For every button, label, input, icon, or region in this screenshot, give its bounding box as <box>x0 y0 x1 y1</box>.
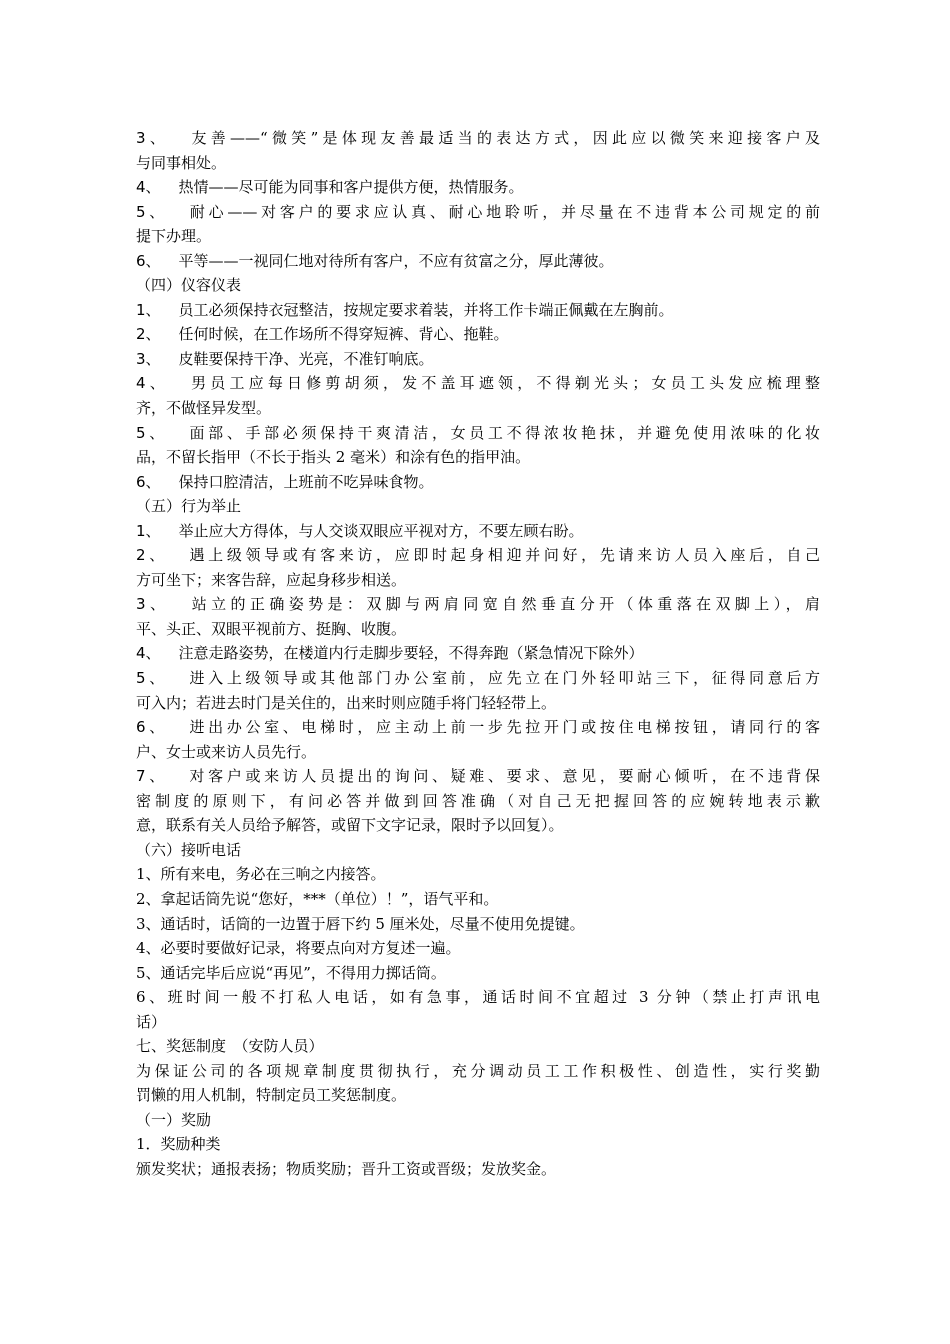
line-text: 注意走路姿势，在楼道内行走脚步要轻，不得奔跑（紧急情况下除外） <box>178 644 644 663</box>
text-line <box>136 1034 820 1059</box>
line-text: 平等——一视同仁地对待所有客户，不应有贫富之分，厚此薄彼。 <box>178 251 614 270</box>
line-text: 与同事相处。 <box>136 153 227 172</box>
text-line <box>136 813 820 838</box>
text-line <box>136 568 820 593</box>
line-text: 可入内；若进去时门是关住的，出来时则应随手将门轻轻带上。 <box>136 693 557 712</box>
text-line <box>136 887 820 912</box>
line-text: 方可坐下；来客告辞，应起身移步相送。 <box>136 570 407 589</box>
line-text: 员工必须保持衣冠整洁，按规定要求着装，并将工作卡端正佩戴在左胸前。 <box>178 300 674 319</box>
text-line <box>136 396 820 421</box>
line-text: 遇上级领导或有客来访，应即时起身相迎并问好，先请来访人员入座后，自己 <box>185 546 820 565</box>
line-text: 品，不留长指甲（不长于指头 2 毫米）和涂有色的指甲油。 <box>136 448 531 467</box>
text-line <box>136 322 820 347</box>
item-number: 6、 <box>136 472 161 491</box>
line-text: 罚懒的用人机制，特制定员工奖惩制度。 <box>136 1086 407 1105</box>
document-page <box>136 126 820 1182</box>
item-number: 4、 <box>136 374 169 393</box>
text-line <box>136 862 820 887</box>
item-number: 7、 <box>136 767 168 786</box>
item-number: 1、 <box>136 521 161 540</box>
text-line <box>136 151 820 176</box>
line-text: 举止应大方得体，与人交谈双眼应平视对方，不要左顾右盼。 <box>178 521 584 540</box>
text-line <box>136 273 820 298</box>
text-line <box>136 1132 820 1157</box>
line-text: 面部、手部必须保持干爽清洁，女员工不得浓妆艳抹，并避免使用浓味的化妆 <box>185 423 820 442</box>
text-line <box>136 936 820 961</box>
text-line <box>136 641 820 666</box>
text-line <box>136 126 820 151</box>
line-text: 户、女士或来访人员先行。 <box>136 742 317 761</box>
line-text: 2、拿起话筒先说“您好，***（单位）！”，语气平和。 <box>136 889 499 908</box>
line-text: 4、必要时要做好记录，将要点向对方复述一遍。 <box>136 939 461 958</box>
item-number: 4、 <box>136 178 161 197</box>
line-text: 任何时候，在工作场所不得穿短裤、背心、拖鞋。 <box>178 325 509 344</box>
text-line <box>136 224 820 249</box>
text-line <box>136 1010 820 1035</box>
text-line <box>136 519 820 544</box>
text-line <box>136 666 820 691</box>
item-number: 3、 <box>136 349 161 368</box>
item-number: 5、 <box>136 423 168 442</box>
text-line <box>136 838 820 863</box>
item-number: 5、 <box>136 669 168 688</box>
text-line <box>136 200 820 225</box>
line-text: 5、通话完毕后应说“再见”，不得用力掷话筒。 <box>136 963 446 982</box>
item-number: 6、 <box>136 251 161 270</box>
text-line <box>136 1083 820 1108</box>
text-line <box>136 470 820 495</box>
line-text: （四）仪容仪表 <box>136 276 242 295</box>
line-text: 热情——尽可能为同事和客户提供方便，热情服务。 <box>178 178 524 197</box>
text-line <box>136 1059 820 1084</box>
line-text: 进入上级领导或其他部门办公室前，应先立在门外轻叩站三下，征得同意后方 <box>185 669 820 688</box>
line-text: 1．奖励种类 <box>136 1135 221 1154</box>
text-line <box>136 912 820 937</box>
line-text: 皮鞋要保持干净、光亮，不准钉响底。 <box>178 349 434 368</box>
text-line <box>136 445 820 470</box>
item-number: 6、 <box>136 718 168 737</box>
text-line <box>136 789 820 814</box>
line-text: 耐心——对客户的要求应认真、耐心地聆听，并尽量在不违背本公司规定的前 <box>186 202 820 221</box>
text-line <box>136 347 820 372</box>
text-line <box>136 175 820 200</box>
text-line <box>136 421 820 446</box>
item-number: 2、 <box>136 546 168 565</box>
item-number: 3、 <box>136 129 170 147</box>
line-text: （一）奖励 <box>136 1110 212 1129</box>
line-text: 密制度的原则下，有问必答并做到回答准确（对自己无把握回答的应婉转地表示歉 <box>136 791 820 810</box>
line-text: 1、所有来电，务必在三响之内接答。 <box>136 865 386 884</box>
line-text: 平、头正、双眼平视前方、挺胸、收腹。 <box>136 619 407 638</box>
line-text: 保持口腔清洁，上班前不吃异味食物。 <box>178 472 434 491</box>
line-text: 6、班时间一般不打私人电话，如有急事，通话时间不宜超过 3 分钟（禁止打声讯电 <box>136 988 820 1007</box>
line-text: 七、奖惩制度 （安防人员） <box>136 1037 324 1056</box>
text-line <box>136 985 820 1010</box>
line-text: 男员工应每日修剪胡须，发不盖耳遮领，不得剃光头；女员工头发应梳理整 <box>186 374 820 393</box>
line-text: 对客户或来访人员提出的询问、疑难、要求、意见，要耐心倾听，在不违背保 <box>185 767 820 786</box>
text-line <box>136 371 820 396</box>
text-line <box>136 617 820 642</box>
text-line <box>136 592 820 617</box>
item-number: 3、 <box>136 595 170 614</box>
line-text: 进出办公室、电梯时，应主动上前一步先拉开门或按住电梯按钮，请同行的客 <box>185 718 820 737</box>
line-text: （六）接听电话 <box>136 840 242 859</box>
line-text: 颁发奖状；通报表扬；物质奖励；晋升工资或晋级；发放奖金。 <box>136 1159 557 1178</box>
line-text: （五）行为举止 <box>136 497 242 516</box>
line-text: 为保证公司的各项规章制度贯彻执行，充分调动员工工作积极性、创造性，实行奖勤 <box>136 1061 820 1080</box>
text-line <box>136 298 820 323</box>
line-text: 友善——“微笑”是体现友善最适当的表达方式，因此应以微笑来迎接客户及 <box>187 129 820 147</box>
text-line <box>136 1108 820 1133</box>
text-line <box>136 249 820 274</box>
text-line <box>136 543 820 568</box>
text-line <box>136 961 820 986</box>
text-line <box>136 764 820 789</box>
item-number: 2、 <box>136 325 161 344</box>
line-text: 提下办理。 <box>136 227 212 246</box>
item-number: 1、 <box>136 300 161 319</box>
text-line <box>136 1157 820 1182</box>
text-line <box>136 494 820 519</box>
line-text: 意，联系有关人员给予解答，或留下文字记录，限时予以回复）。 <box>136 816 564 835</box>
line-text: 话） <box>136 1012 167 1031</box>
text-line <box>136 740 820 765</box>
line-text: 齐，不做怪异发型。 <box>136 399 272 418</box>
text-line <box>136 691 820 716</box>
text-line <box>136 715 820 740</box>
item-number: 5、 <box>136 202 169 221</box>
item-number: 4、 <box>136 644 161 663</box>
line-text: 站立的正确姿势是：双脚与两肩同宽自然垂直分开（体重落在双脚上），肩 <box>187 595 820 614</box>
line-text: 3、通话时，话筒的一边置于唇下约 5 厘米处，尽量不使用免提键。 <box>136 914 585 933</box>
